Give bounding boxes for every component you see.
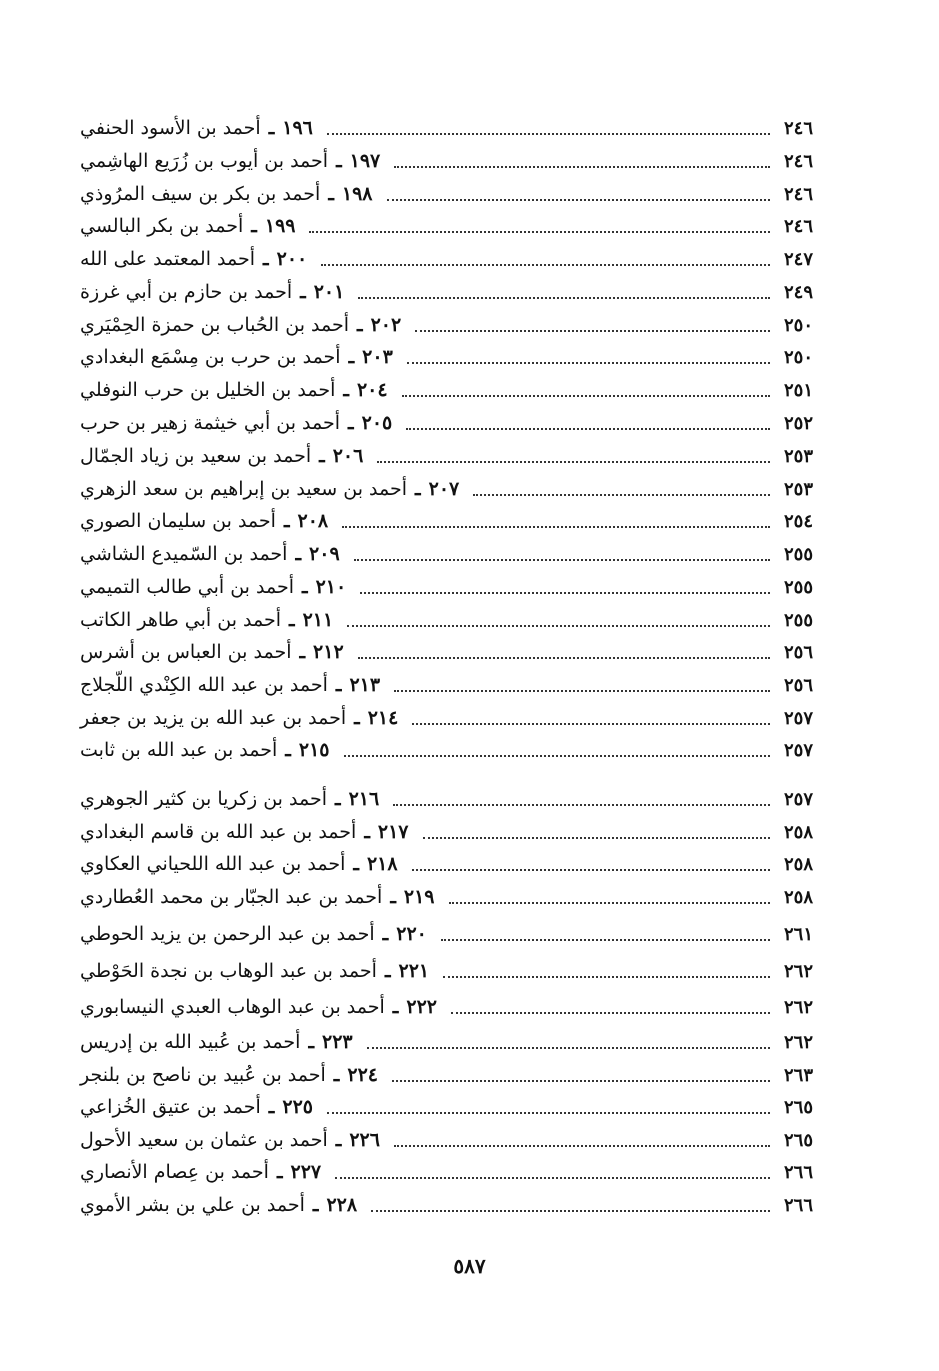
- entry-separator: ـ: [328, 183, 334, 205]
- toc-row: [80, 955, 828, 987]
- toc-entry-text: [80, 702, 398, 734]
- entry-separator: ـ: [354, 707, 360, 729]
- entry-number: ١٩٦: [282, 117, 313, 139]
- entry-number: ٢٠٥: [361, 412, 393, 434]
- entry-page-number: ٢٥٦: [784, 641, 814, 663]
- entry-page-number: ٢٥٣: [784, 478, 814, 500]
- entry-number: ٢٠١: [313, 281, 345, 303]
- entry-name: أحمد بن أبي خيثمة زهير بن حرب: [80, 412, 341, 434]
- entry-name: أحمد بن عبد الجبّار بن محمد العُطاردي: [80, 886, 383, 908]
- toc-row: [80, 848, 828, 880]
- entry-name: أحمد بن سعيد بن زياد الجمّال: [80, 445, 312, 467]
- dot-leader: [412, 869, 770, 871]
- entry-number: ٢١٩: [403, 886, 435, 908]
- toc-entry-text: [80, 145, 380, 177]
- toc-row: [80, 210, 828, 242]
- toc-row: [80, 178, 828, 210]
- entry-number: ٢٢٥: [282, 1096, 313, 1118]
- entry-number: ٢٠٧: [428, 478, 460, 500]
- entry-separator: ـ: [415, 478, 421, 500]
- entry-number: ٢٠٩: [309, 543, 340, 565]
- entry-number: ٢٢٧: [290, 1161, 322, 1183]
- toc-row: [80, 636, 828, 668]
- entry-separator: ـ: [392, 996, 399, 1018]
- entry-number: ٢١١: [302, 609, 334, 631]
- toc-row: [80, 1156, 828, 1188]
- toc-entry-text: [80, 440, 363, 472]
- toc-row: [80, 1189, 828, 1221]
- entry-name: أحمد المعتمد على الله: [80, 248, 256, 270]
- entry-number: ٢٠٣: [362, 346, 393, 368]
- entry-name: أحمد بن سليمان الصوري: [80, 510, 276, 532]
- entry-number: ١٩٨: [341, 183, 373, 205]
- toc-row: [80, 881, 828, 913]
- dot-leader: [387, 199, 770, 201]
- dot-leader: [367, 1047, 770, 1049]
- entry-page-number: ٢٤٦: [784, 150, 814, 172]
- toc-entry-text: [80, 604, 333, 636]
- entry-page-number: ٢٥٨: [784, 853, 814, 875]
- entry-page-number: ٢٥٧: [784, 707, 814, 729]
- toc-entry-text: [80, 1189, 357, 1221]
- entry-page-number: ٢٥٥: [784, 543, 814, 565]
- toc-row: [80, 440, 828, 472]
- toc-entry-text: [80, 473, 459, 505]
- toc-entry-text: [80, 505, 328, 537]
- entry-number: ٢٢٨: [326, 1194, 358, 1216]
- dot-leader: [423, 837, 770, 839]
- entry-name: أحمد بن السّميدع الشاشي: [80, 543, 288, 565]
- toc-row: [80, 1124, 828, 1156]
- toc-row: [80, 145, 828, 177]
- entry-number: ٢٢١: [398, 960, 430, 982]
- toc-entry-text: [80, 734, 330, 766]
- entry-separator: ـ: [263, 248, 269, 270]
- toc-entry-text: [80, 1091, 313, 1123]
- entry-name: أحمد بن عبد الله اللحياني العكاوي: [80, 853, 346, 875]
- entry-page-number: ٢٥١: [784, 379, 814, 401]
- entry-separator: ـ: [357, 314, 363, 336]
- toc-row: [80, 1091, 828, 1123]
- entry-name: أحمد بن عبد الله الكِنْدي اللّجلاج: [80, 674, 328, 696]
- dot-leader: [342, 526, 770, 528]
- entry-page-number: ٢٥٥: [784, 576, 814, 598]
- dot-leader: [407, 362, 770, 364]
- entry-separator: ـ: [289, 609, 295, 631]
- dot-leader: [347, 625, 770, 627]
- toc-entry-text: [80, 178, 373, 210]
- entry-name: أحمد بن عتيق الخُزاعي: [80, 1096, 261, 1118]
- toc-entry-text: [80, 991, 437, 1023]
- entry-page-number: ٢٥٢: [784, 412, 814, 434]
- entry-page-number: ٢٦١: [784, 923, 814, 945]
- dot-leader: [327, 133, 770, 135]
- entry-page-number: ٢٥٨: [784, 821, 814, 843]
- toc-entry-text: [80, 636, 344, 668]
- dot-leader: [344, 755, 771, 757]
- entry-name: أحمد بن عبد الوهاب بن نجدة الحَوْطي: [80, 960, 377, 982]
- entry-number: ٢٢٣: [322, 1031, 353, 1053]
- entry-name: أحمد بن عُبيد الله بن إدريس: [80, 1031, 301, 1053]
- toc-row: [80, 669, 828, 701]
- entry-page-number: ٢٤٧: [784, 248, 814, 270]
- entry-name: أحمد بن عُبيد بن ناصح بن بلنجر: [80, 1064, 326, 1086]
- entry-separator: ـ: [268, 1096, 275, 1118]
- toc-entry-text: [80, 848, 398, 880]
- entry-name: أحمد بن العباس بن أشرس: [80, 641, 292, 663]
- toc-entry-text: [80, 1124, 380, 1156]
- entry-number: ٢٠٨: [297, 510, 329, 532]
- toc-entry-text: [80, 407, 392, 439]
- entry-page-number: ٢٥٠: [784, 346, 814, 368]
- entry-name: أحمد بن حرب بن مِسْمَع البغدادي: [80, 346, 341, 368]
- dot-leader: [309, 231, 770, 233]
- entry-number: ٢١٠: [315, 576, 347, 598]
- entry-page-number: ٢٥٥: [784, 609, 814, 631]
- toc-entry-text: [80, 276, 344, 308]
- entry-page-number: ٢٦٣: [784, 1064, 814, 1086]
- entry-name: أحمد بن زكريا بن كثير الجوهري: [80, 788, 327, 810]
- toc-row: [80, 702, 828, 734]
- entry-name: أحمد بن عثمان بن سعيد الأحول: [80, 1129, 328, 1151]
- toc-row: [80, 276, 828, 308]
- dot-leader: [354, 559, 770, 561]
- toc-entry-text: [80, 341, 393, 373]
- toc-entry-text: [80, 1026, 353, 1058]
- dot-leader: [377, 461, 770, 463]
- dot-leader: [412, 723, 770, 725]
- dot-leader: [321, 264, 770, 266]
- entry-separator: ـ: [348, 412, 354, 434]
- entry-name: أحمد بن الخليل بن حرب النوفلي: [80, 379, 336, 401]
- entry-name: أحمد بن حازم بن أبي غرزة: [80, 281, 293, 303]
- toc-entry-text: [80, 571, 346, 603]
- entry-page-number: ٢٥٣: [784, 445, 814, 467]
- dot-leader: [394, 1145, 770, 1147]
- toc-entry-text: [80, 1156, 321, 1188]
- toc-row: [80, 374, 828, 406]
- dot-leader: [394, 690, 770, 692]
- toc-entry-text: [80, 955, 429, 987]
- dot-leader: [406, 428, 770, 430]
- toc-row: [80, 309, 828, 341]
- entry-separator: ـ: [333, 1064, 340, 1086]
- entry-page-number: ٢٤٦: [784, 183, 814, 205]
- entry-separator: ـ: [312, 1194, 319, 1216]
- entry-page-number: ٢٦٥: [784, 1096, 814, 1118]
- entry-number: ٢١٤: [367, 707, 399, 729]
- entry-separator: ـ: [384, 960, 391, 982]
- toc-row: [80, 243, 828, 275]
- entry-page-number: ٢٤٦: [784, 117, 814, 139]
- toc-entry-text: [80, 1059, 378, 1091]
- entry-page-number: ٢٦٦: [784, 1194, 814, 1216]
- dot-leader: [394, 166, 770, 168]
- toc-row: [80, 112, 828, 144]
- toc-entry-text: [80, 538, 340, 570]
- dot-leader: [358, 297, 770, 299]
- entry-number: ٢٠٦: [332, 445, 364, 467]
- entry-number: ٢١٣: [349, 674, 381, 696]
- entry-separator: ـ: [295, 543, 302, 565]
- toc-row: [80, 991, 828, 1023]
- entry-name: أحمد بن أيوب بن زُرَيع الهاشِمي: [80, 150, 329, 172]
- toc-entry-text: [80, 881, 435, 913]
- toc-row: [80, 571, 828, 603]
- entry-page-number: ٢٥٦: [784, 674, 814, 696]
- entry-page-number: ٢٥٧: [784, 788, 814, 810]
- toc-entry-text: [80, 816, 409, 848]
- entry-number: ٢٢٠: [396, 923, 427, 945]
- entry-number: ٢٢٢: [406, 996, 437, 1018]
- toc-row: [80, 473, 828, 505]
- entry-name: أحمد بن بكر البالسي: [80, 215, 244, 237]
- entry-name: أحمد بن عبد الله بن يزيد بن جعفر: [80, 707, 347, 729]
- dot-leader: [371, 1210, 770, 1212]
- entry-number: ٢٠٠: [276, 248, 308, 270]
- entry-name: أحمد بن عبد الله بن ثابت: [80, 739, 278, 761]
- toc-entry-text: [80, 669, 380, 701]
- entry-page-number: ٢٦٢: [784, 1031, 814, 1053]
- entry-separator: ـ: [285, 739, 291, 761]
- dot-leader: [443, 976, 770, 978]
- entry-page-number: ٢٥٠: [784, 314, 814, 336]
- entry-number: ١٩٧: [349, 150, 381, 172]
- entry-separator: ـ: [334, 788, 341, 810]
- entry-page-number: ٢٦٦: [784, 1161, 814, 1183]
- entry-page-number: ٢٥٨: [784, 886, 814, 908]
- entry-page-number: ٢٦٢: [784, 996, 814, 1018]
- entry-number: ٢١٨: [366, 853, 398, 875]
- entry-page-number: ٢٤٩: [784, 281, 814, 303]
- entry-separator: ـ: [390, 886, 396, 908]
- entry-number: ٢٠٢: [370, 314, 402, 336]
- entry-name: أحمد بن بكر بن سيف المرُوذي: [80, 183, 321, 205]
- dot-leader: [335, 1177, 770, 1179]
- entry-separator: ـ: [308, 1031, 315, 1053]
- entry-name: أحمد بن عبد الوهاب العبدي النيسابوري: [80, 996, 385, 1018]
- toc-entry-text: [80, 243, 307, 275]
- entry-number: ٢١٦: [348, 788, 380, 810]
- entry-separator: ـ: [251, 215, 257, 237]
- dot-leader: [358, 657, 770, 659]
- entry-separator: ـ: [268, 117, 275, 139]
- entry-separator: ـ: [335, 674, 342, 696]
- toc-row: [80, 505, 828, 537]
- toc-row: [80, 604, 828, 636]
- dot-leader: [360, 592, 770, 594]
- entry-separator: ـ: [343, 379, 349, 401]
- entry-number: ٢٠٤: [356, 379, 388, 401]
- entry-separator: ـ: [335, 1129, 342, 1151]
- toc-row: [80, 816, 828, 848]
- entry-page-number: ٢٦٥: [784, 1129, 814, 1151]
- entry-page-number: ٢٥٤: [784, 510, 814, 532]
- page-number: ٥٨٧: [453, 1254, 486, 1278]
- dot-leader: [327, 1112, 770, 1114]
- entry-separator: ـ: [283, 510, 290, 532]
- entry-name: أحمد بن عبد الرحمن بن يزيد الحوطي: [80, 923, 375, 945]
- toc-row: [80, 538, 828, 570]
- entry-separator: ـ: [353, 853, 359, 875]
- entry-name: أحمد بن أبي طالب التميمي: [80, 576, 294, 598]
- entry-separator: ـ: [276, 1161, 283, 1183]
- entry-name: أحمد بن الأسود الحنفي: [80, 117, 261, 139]
- toc-entry-text: [80, 783, 379, 815]
- entry-number: ٢٢٤: [347, 1064, 378, 1086]
- entry-number: ٢١٥: [298, 739, 330, 761]
- entry-separator: ـ: [382, 923, 389, 945]
- toc-row: [80, 341, 828, 373]
- entry-number: ٢٢٦: [349, 1129, 380, 1151]
- dot-leader: [392, 1080, 770, 1082]
- entry-name: أحمد بن عِصام الأنصاري: [80, 1161, 269, 1183]
- entry-separator: ـ: [336, 150, 342, 172]
- entry-separator: ـ: [364, 821, 370, 843]
- entry-name: أحمد بن سعيد بن إبراهيم بن سعد الزهري: [80, 478, 408, 500]
- dot-leader: [441, 939, 770, 941]
- toc-row: [80, 734, 828, 766]
- toc-row: [80, 1026, 828, 1058]
- toc-entry-text: [80, 918, 427, 950]
- dot-leader: [473, 494, 770, 496]
- dot-leader: [402, 395, 770, 397]
- toc-row: [80, 918, 828, 950]
- toc-entry-text: [80, 374, 388, 406]
- toc-entry-text: [80, 112, 313, 144]
- entry-page-number: ٢٦٢: [784, 960, 814, 982]
- entry-number: ٢١٧: [377, 821, 409, 843]
- entry-separator: ـ: [299, 641, 306, 663]
- toc-row: [80, 783, 828, 815]
- entry-number: ٢١٢: [313, 641, 344, 663]
- toc-row: [80, 407, 828, 439]
- entry-page-number: ٢٥٧: [784, 739, 814, 761]
- dot-leader: [449, 902, 770, 904]
- entry-name: أحمد بن أبي طاهر الكاتب: [80, 609, 282, 631]
- entry-separator: ـ: [300, 281, 306, 303]
- entry-name: أحمد بن علي بن بشر الأموي: [80, 1194, 305, 1216]
- entry-separator: ـ: [348, 346, 355, 368]
- entry-separator: ـ: [319, 445, 325, 467]
- dot-leader: [451, 1012, 770, 1014]
- entry-page-number: ٢٤٦: [784, 215, 814, 237]
- entry-separator: ـ: [302, 576, 308, 598]
- dot-leader: [415, 330, 770, 332]
- entry-name: أحمد بن عبد الله بن قاسم البغدادي: [80, 821, 357, 843]
- toc-row: [80, 1059, 828, 1091]
- entry-name: أحمد بن الحُباب بن حمزة الحِمْيَري: [80, 314, 349, 336]
- dot-leader: [393, 804, 770, 806]
- toc-entry-text: [80, 210, 295, 242]
- toc-entry-text: [80, 309, 401, 341]
- entry-number: ١٩٩: [264, 215, 296, 237]
